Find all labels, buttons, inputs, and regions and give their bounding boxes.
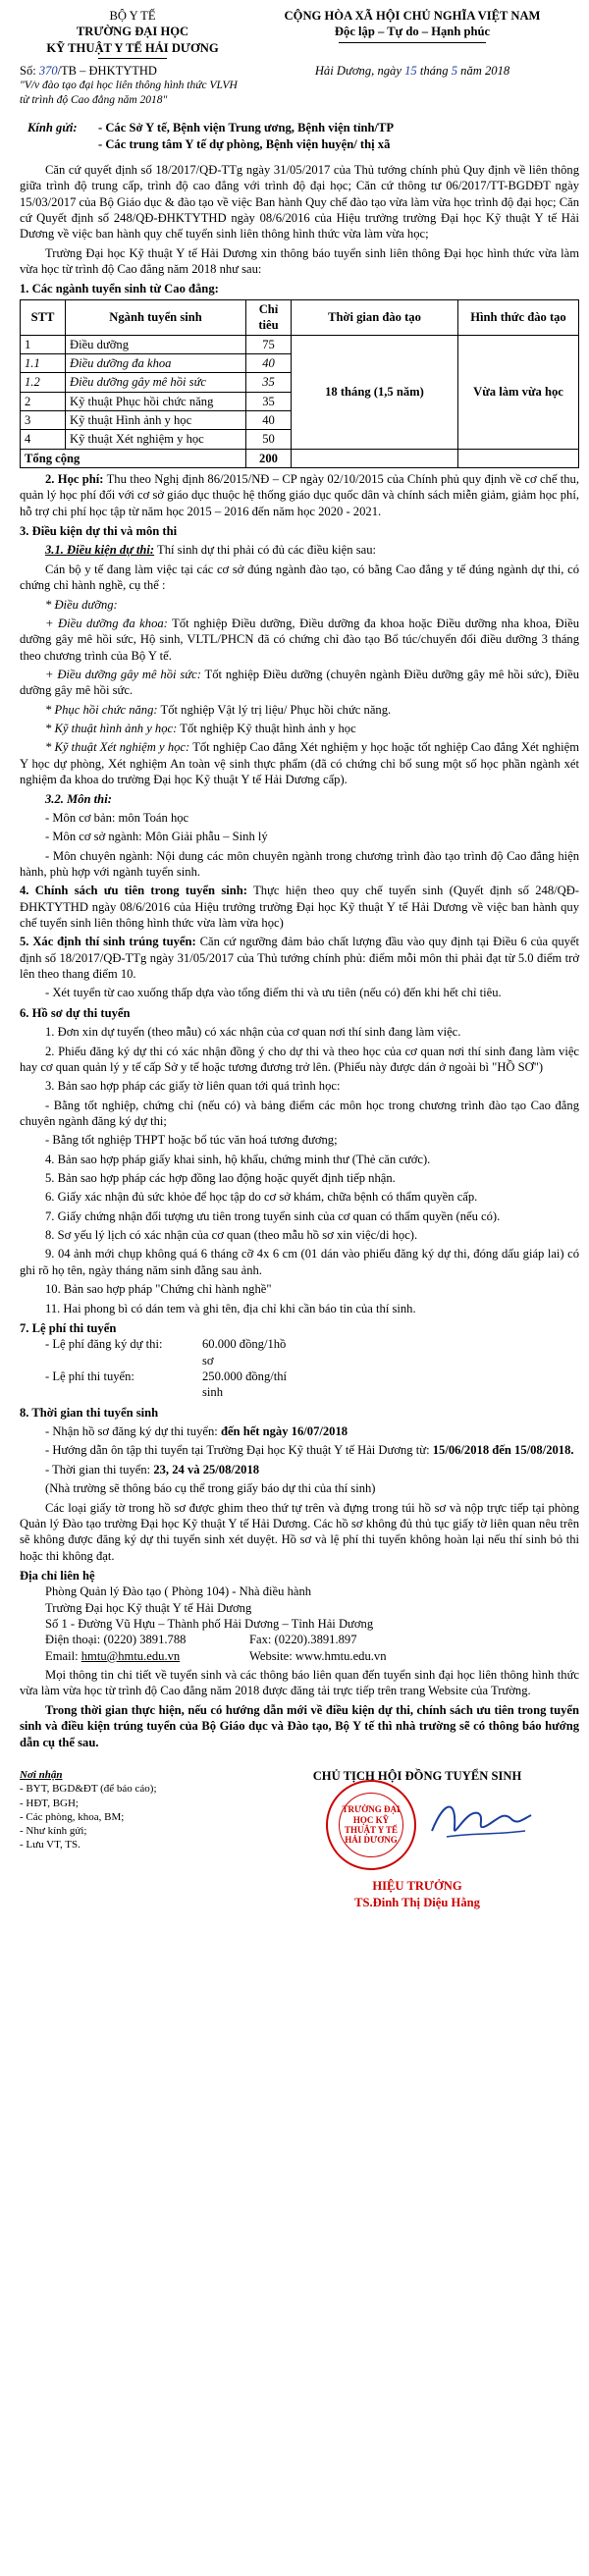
s31-title: 3.1. Điều kiện dự thi: xyxy=(45,543,155,558)
recipients-label: Kính gửi: xyxy=(27,121,78,135)
issuer-underline xyxy=(98,58,167,59)
contact-line: Phòng Quản lý Đào tạo ( Phòng 104) - Nhà điều hành xyxy=(45,1584,312,1599)
dossier-item: 9. 04 ảnh mới chụp không quá 6 tháng cỡ 4x 6 cm (01 dán vào phiếu đăng ký dự thi, đóng dấu giáp lai) có ghi rõ họ tên, ngày tháng năm sinh đằng sau ảnh. xyxy=(20,1247,579,1277)
contact-line: Trường Đại học Kỹ thuật Y tế Hải Dương xyxy=(45,1600,252,1615)
document-subject: "V/v đào tạo đại học liên thông hình thức VLVH từ trình độ Cao đẳng năm 2018" xyxy=(20,80,238,107)
contact-phone-row xyxy=(45,1632,579,1647)
row-stt: 1 xyxy=(21,335,66,353)
section-1-title: 1. Các ngành tuyển sinh từ Cao đẳng: xyxy=(20,282,219,296)
recipients-list xyxy=(98,120,579,152)
schedule-note: (Nhà trường sẽ thông báo cụ thể trong giấy báo dự thi của thí sinh) xyxy=(45,1481,376,1496)
section-4 xyxy=(20,883,579,931)
mode-cell: Vừa làm vừa học xyxy=(458,335,579,449)
contact-line: Số 1 - Đường Vũ Hựu – Thành phố Hải Dương – Tỉnh Hải Dương xyxy=(45,1617,374,1632)
dossier-item: 5. Bản sao hợp pháp các hợp đồng lao động hoặc quyết định tiếp nhận. xyxy=(45,1171,396,1186)
dossier-item: - Bằng tốt nghiệp, chứng chỉ (nếu có) và bảng điểm các môn học trong chương trình đào tạo Cao đẳng chuyên ngành đăng ký dự thi; xyxy=(20,1098,579,1128)
fees-list xyxy=(20,1336,579,1400)
issuer-block xyxy=(20,8,245,61)
national-motto: Độc lập – Tự do – Hạnh phúc xyxy=(334,25,491,39)
signer-name: TS.Đinh Thị Diệu Hằng xyxy=(354,1895,480,1909)
recv-item: - Các phòng, khoa, BM; xyxy=(20,1810,125,1823)
seal-text: TRƯỜNG ĐẠI HỌC KỸ THUẬT Y TẾ HẢI DƯƠNG xyxy=(342,1804,401,1846)
imaging xyxy=(20,721,579,736)
schedule-value: đến hết ngày 16/07/2018 xyxy=(220,1424,348,1439)
nursing-general-label: + Điều dưỡng đa khoa: xyxy=(45,616,168,630)
document-number xyxy=(20,63,245,108)
row-name: Kỹ thuật Xét nghiệm y học xyxy=(66,430,246,449)
majors-table xyxy=(20,299,579,468)
motto-underline xyxy=(339,42,486,43)
board-title: CHỦ TỊCH HỘI ĐỒNG TUYỂN SINH xyxy=(312,1768,522,1783)
closing-paragraph-bold: Trong thời gian thực hiện, nếu có hướng dẫn mới về điều kiện dự thi, chính sách ưu tiên trong tuyển sinh và điều kiện trúng tuyển của Bộ Giáo dục và Đào tạo, Bộ Y tế thì nhà trường sẽ có thông báo hướng dẫn cụ thể sau. xyxy=(20,1702,579,1749)
row-name: Điều dưỡng gây mê hồi sức xyxy=(66,373,246,392)
table-header: Chỉ tiêu xyxy=(246,299,292,335)
fee-value: 60.000 đồng/1hồ sơ xyxy=(202,1337,287,1368)
schedule-line xyxy=(20,1462,579,1477)
imaging-label: * Kỹ thuật hình ảnh y học: xyxy=(45,722,178,736)
schedule-value: 23, 24 và 25/08/2018 xyxy=(153,1462,260,1476)
imaging-text: Tốt nghiệp Kỹ thuật hình ảnh y học xyxy=(180,722,356,736)
dossier-item: 10. Bản sao hợp pháp "Chứng chỉ hành nghề" xyxy=(45,1282,272,1297)
fee-value: 250.000 đồng/thí sinh xyxy=(202,1369,288,1400)
fax: Fax: (0220).3891.897 xyxy=(249,1633,357,1647)
recv-item: - BYT, BGD&ĐT (để báo cáo); xyxy=(20,1783,157,1796)
lab-tech-text: Tốt nghiệp Cao đẳng Xét nghiệm y học hoặc tốt nghiệp Cao đẳng Xét nghiệm Y học dự phòng, Xét nghiệm An toàn vệ sinh thực phẩm (đã có chứng chỉ bổ sung một số học phần ngành xét nghiệm đa khoa do trường Đại học Kỹ thuật Y tế Hải Dương cấp). xyxy=(20,740,580,787)
phone-number: (0220) 3891.788 xyxy=(103,1633,187,1647)
schedule-value: 15/06/2018 đến 15/08/2018. xyxy=(432,1443,574,1458)
website: Website: www.hmtu.edu.vn xyxy=(249,1648,387,1663)
row-quota: 75 xyxy=(246,335,292,353)
contact-web-row xyxy=(45,1648,579,1664)
school-name-line1: TRƯỜNG ĐẠI HỌC xyxy=(76,25,189,39)
recv-title: Nơi nhận xyxy=(20,1768,63,1781)
lab-tech xyxy=(20,739,579,787)
table-header: STT xyxy=(21,299,66,335)
date-month: 5 xyxy=(451,64,457,79)
section-8-title: 8. Thời gian thi tuyển sinh xyxy=(20,1405,159,1420)
rehab-label: * Phục hồi chức năng: xyxy=(45,702,158,717)
footer xyxy=(20,1768,579,1910)
total-label: Tổng cộng xyxy=(21,449,246,467)
country-name: CỘNG HÒA XÃ HỘI CHỦ NGHĨA VIỆT NAM xyxy=(284,9,541,23)
section-3-title: 3. Điều kiện dự thi và môn thi xyxy=(20,524,178,539)
contact-title: Địa chỉ liên hệ xyxy=(20,1568,95,1583)
recipient-line: - Các trung tâm Y tế dự phòng, Bệnh viện huyện/ thị xã xyxy=(98,136,391,151)
contact-block xyxy=(20,1583,579,1664)
section-2-title: 2. Học phí: xyxy=(45,472,104,487)
section-2-text: Thu theo Nghị định 86/2015/NĐ – CP ngày 02/10/2015 của Chính phủ quy định về cơ chế thu, quản lý học phí đối với cơ sở giáo dục thuộc hệ thống giáo dục quốc dân và chính sách miễn giảm, giảm học phí, hỗ trợ chi phí học tập từ năm học 2015 – 2016 đến năm học 2020 - 2021. xyxy=(20,472,579,518)
table-header-row xyxy=(21,299,579,335)
email: Email: hmtu@hmtu.edu.vn xyxy=(45,1648,181,1663)
row-quota: 40 xyxy=(246,353,292,372)
section-4-text: Thực hiện theo quy chế tuyển sinh (Quyết định số 248/QĐ-ĐHKTYTHD ngày 08/6/2016 của Hiệu trưởng trường Đại học Kỹ thuật Y tế Hải Dương về việc ban hành quy chế tuyển sinh liên thông hình thức vừa làm vừa học) xyxy=(20,884,579,931)
recv-item: - HĐT, BGH; xyxy=(20,1797,79,1809)
doc-no-prefix: Số: xyxy=(20,64,36,79)
s31-paragraph: Cán bộ y tế đang làm việc tại các cơ sở đúng ngành đào tạo, có bằng Cao đẳng y tế đúng ngành dự thi, có chứng chỉ hành nghề, cụ thể : xyxy=(20,562,579,593)
signature-icon xyxy=(427,1790,535,1849)
submission-paragraph: Các loại giấy tờ trong hồ sơ được ghim theo thứ tự trên và đựng trong túi hồ sơ và nộp trực tiếp tại phòng Quản lý Đào tạo trường Đại học Kỹ thuật Y tế Hải Dương. Các hồ sơ không đủ thủ tục giấy tờ liên quan nêu trên sẽ không được đăng ký dự thi tuyển sinh xét duyệt. Hồ sơ và lệ phí thi tuyển không hoàn lại nếu thí sinh bỏ thi hoặc thi không đạt. xyxy=(20,1500,579,1563)
national-block xyxy=(245,8,579,61)
row-quota: 50 xyxy=(246,430,292,449)
dossier-item: 2. Phiếu đăng ký dự thi có xác nhận đồng ý cho dự thi và theo học của cơ quan nơi thí sinh đang làm việc hay cơ quan quản lý y tế cấp Sở y tế hoặc tương đương trở lên. (Phiếu này được dán ở ngoài bì "HỒ SƠ") xyxy=(20,1044,579,1074)
doc-no-handwritten: 370 xyxy=(38,64,58,79)
fee-label: - Lệ phí đăng ký dự thi: xyxy=(45,1337,163,1352)
document-date xyxy=(245,63,579,108)
closing-paragraph: Mọi thông tin chi tiết về tuyển sinh và các thông báo liên quan đến tuyển sinh đại học liên thông hình thức vừa làm vừa học từ trình độ Cao đẳng năm 2018 được đăng tải trực tiếp trên trang Website của Trường. xyxy=(20,1668,579,1698)
s32-title: 3.2. Môn thi: xyxy=(45,791,112,806)
seal-inner xyxy=(339,1793,403,1857)
nursing-anesthesia-text: Tốt nghiệp Điều dưỡng (chuyên ngành Điều dưỡng gây mê hồi sức), Điều dưỡng gây mê hồi sức. xyxy=(20,667,579,698)
email-link[interactable]: hmtu@hmtu.edu.vn xyxy=(80,1648,181,1663)
schedule-label: - Hướng dẫn ôn tập thi tuyển tại Trường Đại học Kỹ thuật Y tế Hải Dương từ: xyxy=(45,1443,430,1458)
subject-line: - Môn cơ sở ngành: Môn Giải phẫu – Sinh lý xyxy=(45,830,268,844)
schedule-line xyxy=(20,1423,579,1439)
signer-role: HIỆU TRƯỞNG xyxy=(372,1879,462,1894)
section-5 xyxy=(20,934,579,982)
row-stt: 3 xyxy=(21,410,66,429)
dossier-item: 4. Bản sao hợp pháp giấy khai sinh, hộ khẩu, chứng minh thư (Thẻ căn cước). xyxy=(45,1152,431,1166)
dossier-item: 7. Giấy chứng nhận đối tượng ưu tiên trong tuyển sinh của cơ quan có thẩm quyền (nếu có). xyxy=(45,1208,501,1223)
section-4-title: 4. Chính sách ưu tiên trong tuyển sinh: xyxy=(20,884,247,898)
doc-no-suffix: /TB – ĐHKTYTHD xyxy=(57,64,157,79)
subject-line: - Môn chuyên ngành: Nội dung các môn chuyên ngành trong chương trình đào tạo trình độ Cao đẳng hiện hành, phù hợp với ngành tuyển sinh. xyxy=(20,848,579,879)
date-suffix: năm 2018 xyxy=(460,64,510,79)
dossier-item: 8. Sơ yếu lý lịch có xác nhận của cơ quan (theo mẫu hồ sơ xin việc/di học). xyxy=(45,1228,418,1243)
rehab-text: Tốt nghiệp Vật lý trị liệu/ Phục hồi chức năng. xyxy=(160,702,392,717)
intro-paragraph: Trường Đại học Kỹ thuật Y tế Hải Dương xin thông báo tuyển sinh liên thông Đại học hình thức vừa làm vừa học từ trình độ Cao đẳng năm 2018 như sau: xyxy=(20,245,579,277)
date-mid: tháng xyxy=(419,64,449,79)
section-6-title: 6. Hồ sơ dự thi tuyển xyxy=(20,1005,131,1020)
row-stt: 1.2 xyxy=(21,373,66,392)
schedule-line xyxy=(20,1442,579,1458)
row-name: Điều dưỡng xyxy=(66,335,246,353)
row-name: Điều dưỡng đa khoa xyxy=(66,353,246,372)
schedule-label: - Thời gian thi tuyển: xyxy=(45,1462,151,1476)
table-header: Thời gian đào tạo xyxy=(292,299,458,335)
nursing-anesthesia-label: + Điều dưỡng gây mê hồi sức: xyxy=(45,667,201,681)
ministry-name: BỘ Y TẾ xyxy=(109,9,156,23)
total-value: 200 xyxy=(246,449,292,467)
nursing-anesthesia xyxy=(20,667,579,699)
lab-tech-label: * Kỹ thuật Xét nghiệm y học: xyxy=(45,740,190,755)
s31-line xyxy=(20,542,579,558)
table-header: Ngành tuyển sinh xyxy=(66,299,246,335)
dossier-item: 6. Giấy xác nhận đủ sức khỏe để học tập do cơ sở khám, chữa bệnh có thẩm quyền cấp. xyxy=(45,1190,478,1205)
table-row xyxy=(21,335,579,353)
signature-block xyxy=(255,1768,579,1910)
duration-cell: 18 tháng (1,5 năm) xyxy=(292,335,458,449)
row-quota: 40 xyxy=(246,410,292,429)
row-stt: 2 xyxy=(21,392,66,410)
dossier-item: 1. Đơn xin dự tuyển (theo mẫu) có xác nhận của cơ quan nơi thí sinh đang làm việc. xyxy=(45,1025,461,1040)
section-7-title: 7. Lệ phí thi tuyển xyxy=(20,1320,117,1335)
dossier-item: - Bằng tốt nghiệp THPT hoặc bổ túc văn hoá tương đương; xyxy=(45,1133,338,1148)
date-prefix: Hải Dương, ngày xyxy=(314,64,402,79)
official-seal xyxy=(326,1780,416,1870)
nursing-general xyxy=(20,616,579,664)
number-date-row xyxy=(20,63,579,108)
subject-line: - Môn cơ bản: môn Toán học xyxy=(45,810,189,825)
dossier-item: 3. Bản sao hợp pháp các giấy tờ liên quan tới quá trình học: xyxy=(45,1079,341,1094)
nursing-label: * Điều dưỡng: xyxy=(45,597,118,612)
recv-item: - Lưu VT, TS. xyxy=(20,1839,80,1852)
schedule-label: - Nhận hồ sơ đăng ký dự thi tuyển: xyxy=(45,1424,218,1439)
website-link[interactable]: www.hmtu.edu.vn xyxy=(294,1648,387,1663)
section-5-text2: - Xét tuyển từ cao xuống thấp dựa vào tổng điểm thi và ưu tiên (nếu có) đến khi hết chỉ tiêu. xyxy=(45,986,502,1000)
nursing-general-text: Tốt nghiệp Điều dưỡng, Điều dưỡng đa khoa hoặc Điều dưỡng nha khoa, Điều dưỡng gây mê hồi sức, Hộ sinh, VLTL/PHCN đã có chứng chỉ đào tạo Bổ túc/chuyển đổi điều dưỡng 3 tháng theo chương trình của Bộ Y tế. xyxy=(20,616,579,663)
date-day: 15 xyxy=(404,64,417,79)
document-header xyxy=(20,8,579,61)
table-header: Hình thức đào tạo xyxy=(458,299,579,335)
recipient-line: - Các Sở Y tế, Bệnh viện Trung ương, Bệnh viện tỉnh/TP xyxy=(98,121,395,135)
section-2 xyxy=(20,471,579,519)
intro-paragraph: Căn cứ quyết định số 18/2017/QĐ-TTg ngày 31/05/2017 của Thủ tướng chính phủ Quy định về liên thông giữa trình độ trung cấp, trình độ cao đẳng với trình độ đại học; Căn cứ thông tư 06/2017/TT-BGDĐT ngày 15/03/2017 của Bộ Giáo dục & đào tạo về việc Ban hành Quy chế đào tạo vừa làm vừa học trình độ đại học; Căn cứ Quyết định số 248/QĐ-ĐHKTYTHD ngày 08/6/2016 của Hiệu trưởng trường Đại học Kỹ thuật Y tế Hải Dương về việc ban hành quy chế tuyển sinh liên thông hình thức vừa làm vừa học; xyxy=(20,162,579,242)
phone: Điện thoại: (0220) 3891.788 xyxy=(45,1633,187,1647)
section-5-text: Căn cứ ngưỡng đảm bảo chất lượng đầu vào quy định tại Điều 6 của quyết định số 18/2017/QĐ-TTg ngày 31/05/2017 của Thủ tướng chính phủ: điểm mỗi môn thi phải đạt từ 5.0 điểm trở lên theo thang điểm 10. xyxy=(20,935,579,982)
rehab xyxy=(20,702,579,718)
row-name: Kỹ thuật Phục hồi chức năng xyxy=(66,392,246,410)
row-quota: 35 xyxy=(246,373,292,392)
fax-number: (0220).3891.897 xyxy=(274,1633,357,1647)
recipients-footer xyxy=(20,1768,226,1910)
row-name: Kỹ thuật Hình ảnh y học xyxy=(66,410,246,429)
table-total-row xyxy=(21,449,579,467)
row-quota: 35 xyxy=(246,392,292,410)
recipients-block xyxy=(20,120,579,152)
recv-item: - Như kính gửi; xyxy=(20,1825,87,1838)
school-name-line2: KỸ THUẬT Y TẾ HẢI DƯƠNG xyxy=(46,40,219,55)
dossier-item: 11. Hai phong bì có dán tem và ghi tên, địa chỉ khi cần báo tin của thí sinh. xyxy=(45,1301,416,1315)
row-stt: 4 xyxy=(21,430,66,449)
row-stt: 1.1 xyxy=(21,353,66,372)
fee-label: - Lệ phí thi tuyển: xyxy=(45,1369,134,1383)
s31-text: Thí sinh dự thi phải có đủ các điều kiện sau: xyxy=(157,543,376,558)
section-5-title: 5. Xác định thí sinh trúng tuyển: xyxy=(20,935,196,949)
